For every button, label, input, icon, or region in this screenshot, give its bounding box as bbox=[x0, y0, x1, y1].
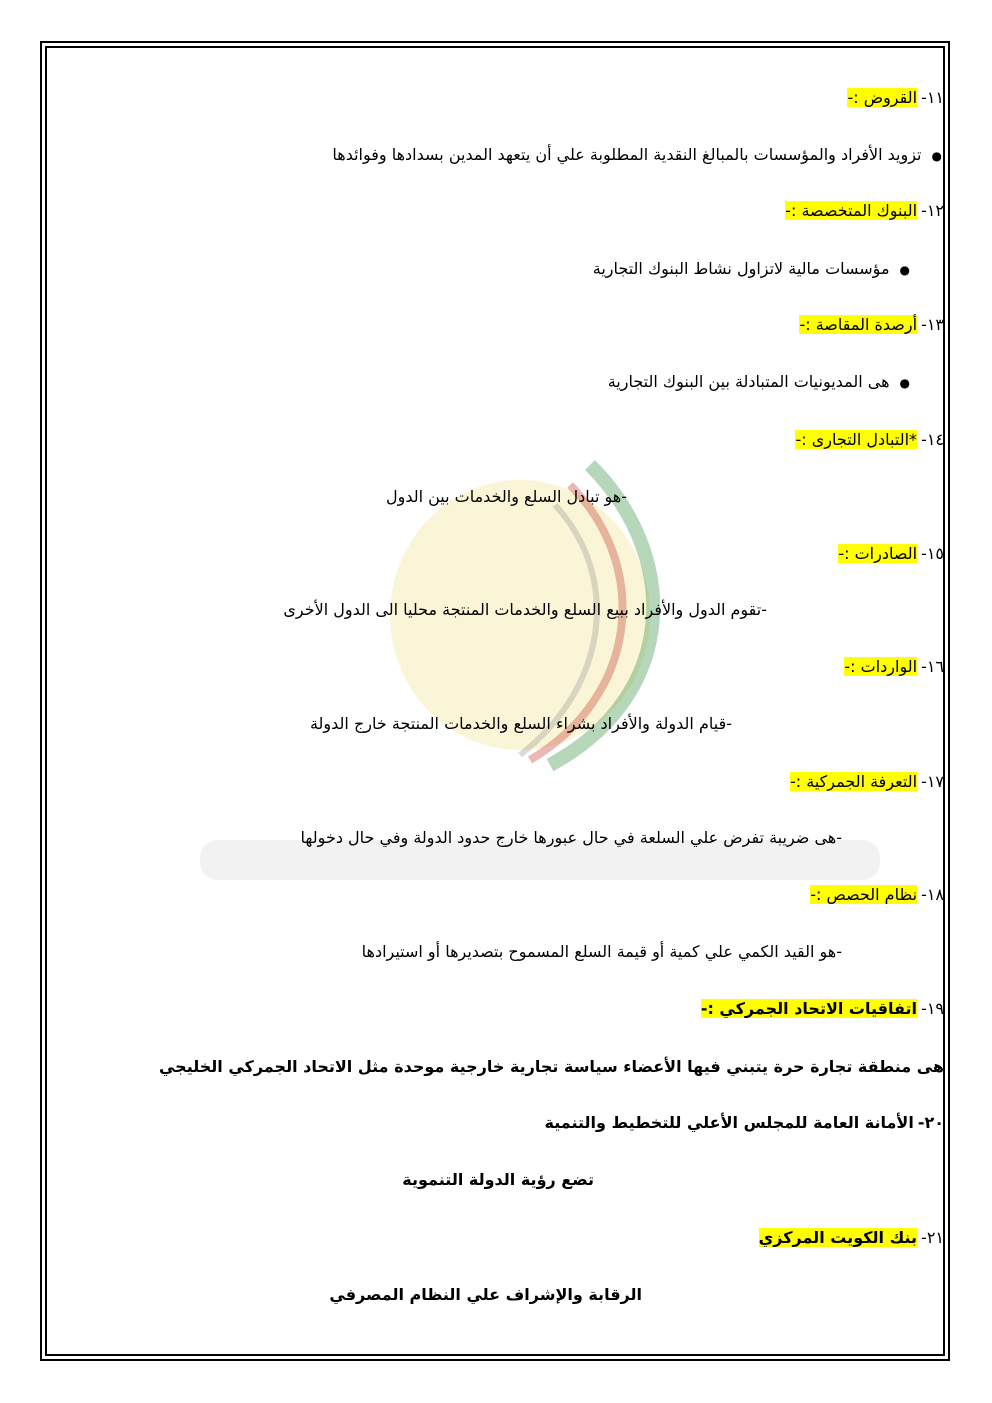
bullet-icon: ● bbox=[899, 263, 910, 277]
page-border-inner bbox=[45, 46, 945, 1356]
item-14-body: -هو تبادل السلع والخدمات بين الدول bbox=[385, 487, 627, 506]
item-12-body: ●مؤسسات مالية لاتزاول نشاط البنوك التجارية bbox=[592, 259, 910, 278]
bullet-icon: ● bbox=[931, 149, 942, 163]
item-18-heading: ١٨-نظام الحصص :- bbox=[810, 885, 944, 904]
item-20-heading: ٢٠-الأمانة العامة للمجلس الأعلي للتخطيط والتنمية bbox=[544, 1113, 944, 1132]
item-13-heading: ١٣-أرصدة المقاصة :- bbox=[799, 315, 944, 334]
item-21-heading: ٢١-بنك الكويت المركزي bbox=[758, 1228, 944, 1247]
item-15-heading: ١٥-الصادرات :- bbox=[838, 544, 944, 563]
item-18-body: -هو القيد الكمي علي كمية أو قيمة السلع المسموح بتصديرها أو استيرادها bbox=[361, 942, 842, 961]
item-15-body: -تقوم الدول والأفراد ببيع السلع والخدمات المنتجة محليا الى الدول الأخرى bbox=[283, 600, 767, 619]
item-19-body: هى منطقة تجارة حرة يتبني فيها الأعضاء سياسة تجارية خارجية موحدة مثل الاتحاد الجمركي الخليجي bbox=[158, 1057, 944, 1076]
item-14-heading: ١٤-*التبادل التجارى :- bbox=[795, 430, 944, 449]
item-13-body: ●هى المديونيات المتبادلة بين البنوك التجارية bbox=[607, 372, 910, 391]
item-17-body: -هى ضريبة تفرض علي السلعة في حال عبورها خارج حدود الدولة وفي حال دخولها bbox=[300, 828, 842, 847]
item-17-heading: ١٧-التعرفة الجمركية :- bbox=[790, 772, 944, 791]
item-20-body: تضع رؤية الدولة التنموية bbox=[402, 1170, 594, 1189]
item-16-body: -قيام الدولة والأفراد بشراء السلع والخدمات المنتجة خارج الدولة bbox=[309, 714, 732, 733]
bullet-icon: ● bbox=[899, 376, 910, 390]
item-21-body: الرقابة والإشراف علي النظام المصرفي bbox=[329, 1285, 642, 1304]
item-11-body: ●تزويد الأفراد والمؤسسات بالمبالغ النقدية المطلوبة علي أن يتعهد المدين بسدادها وفوائدها bbox=[332, 145, 942, 164]
item-19-heading: ١٩-اتفاقيات الاتحاد الجمركي :- bbox=[700, 999, 944, 1018]
item-16-heading: ١٦-الواردات :- bbox=[844, 657, 944, 676]
item-11-heading: ١١-القروض :- bbox=[847, 88, 944, 107]
item-12-heading: ١٢-البنوك المتخصصة :- bbox=[785, 201, 944, 220]
